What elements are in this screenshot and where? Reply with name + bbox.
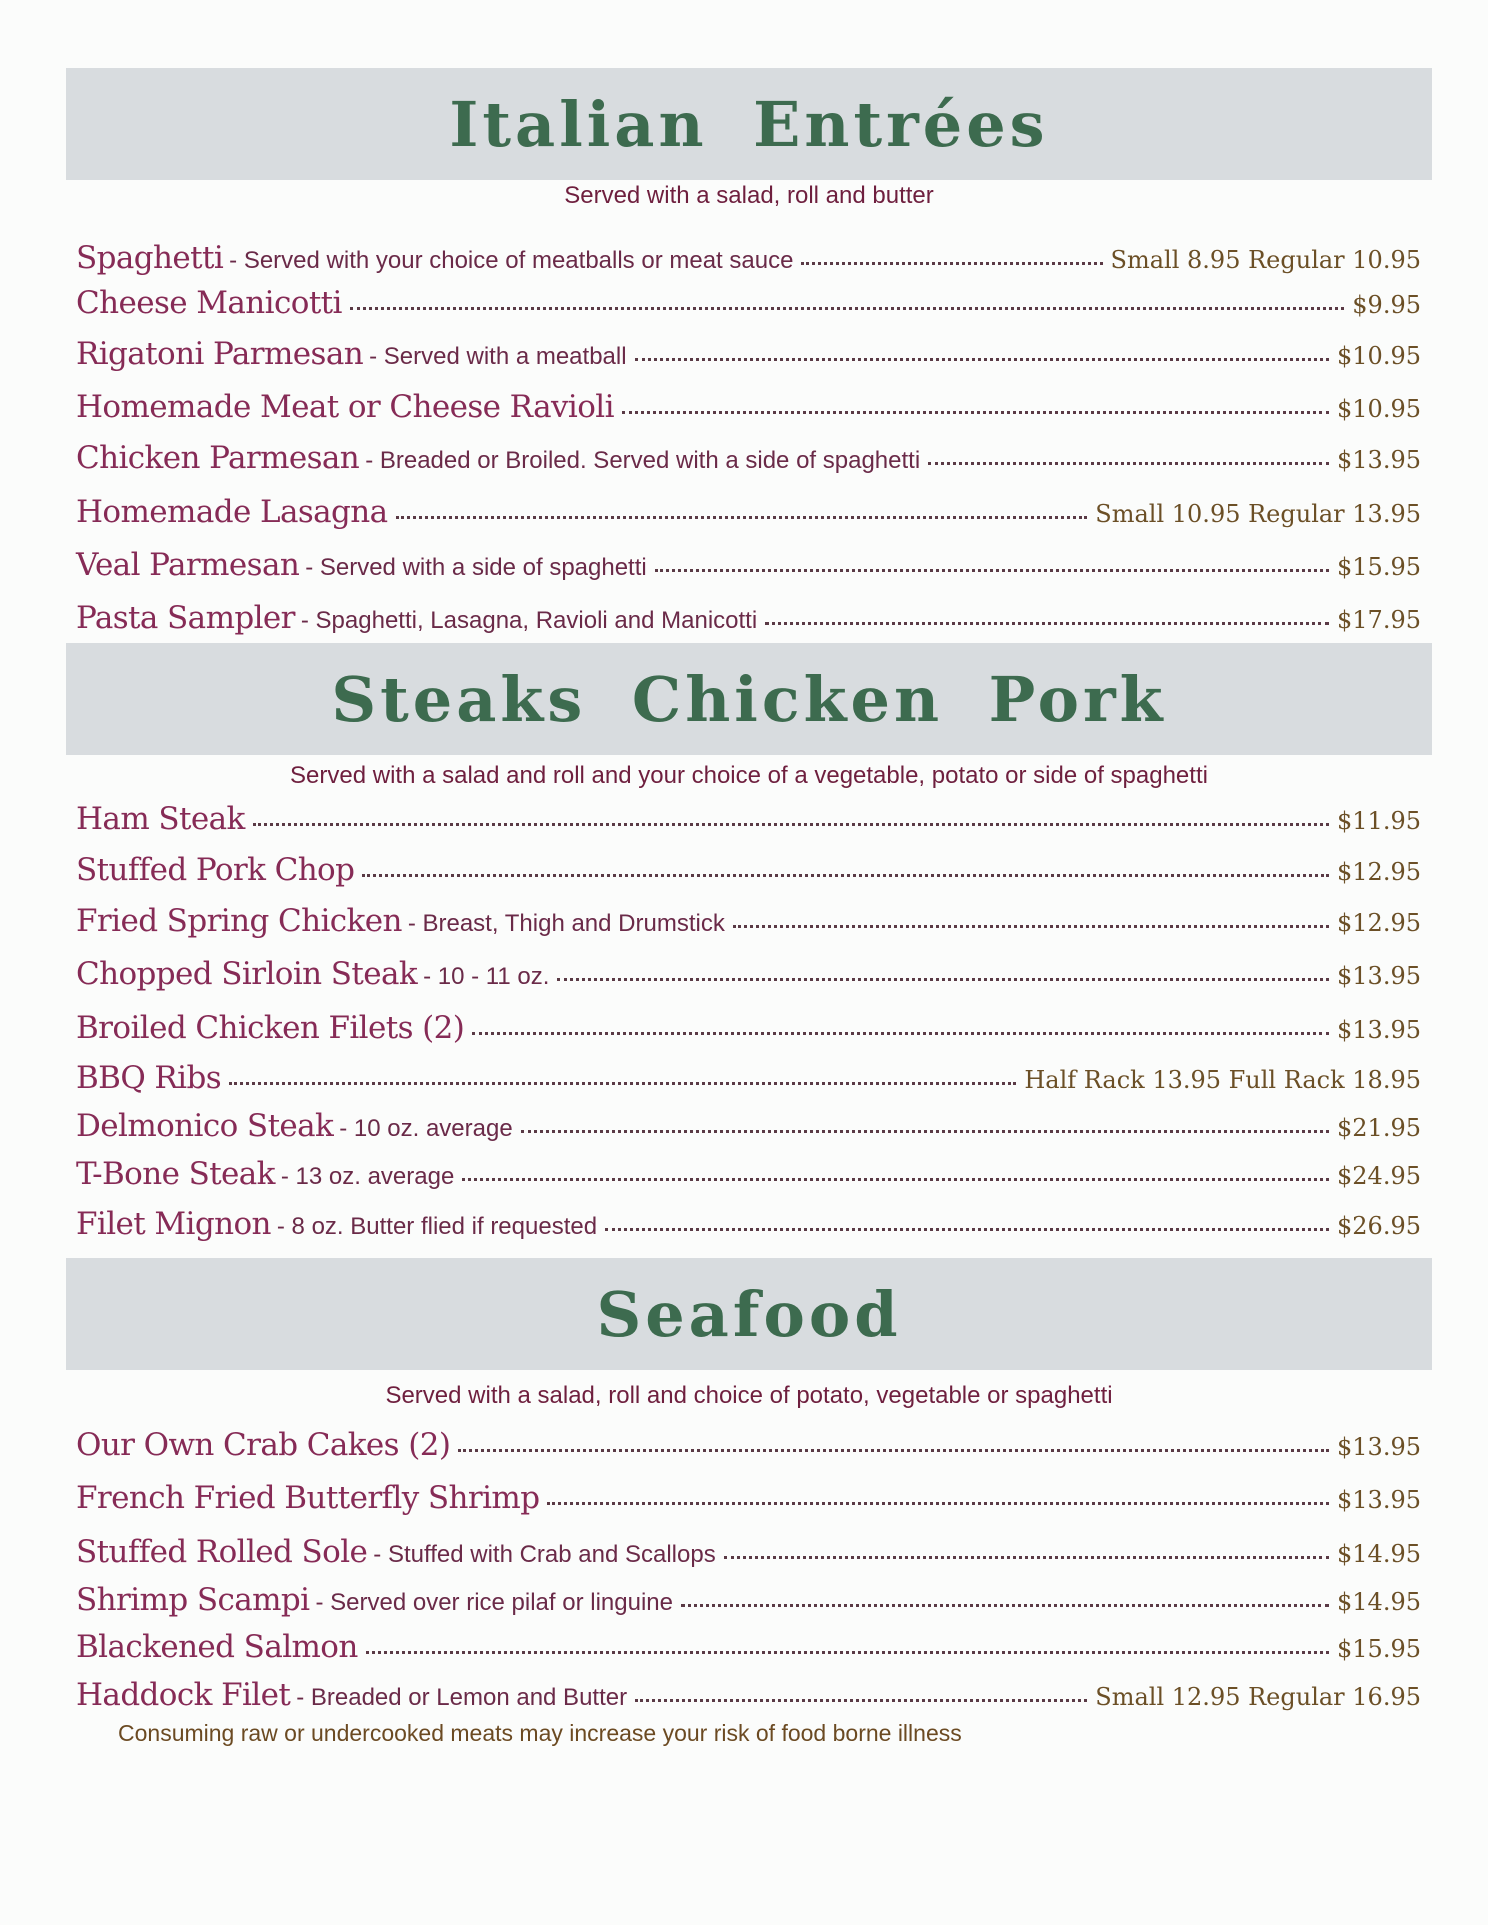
- item-description: - Spaghetti, Lasagna, Ravioli and Manicotti: [300, 607, 758, 634]
- item-name: Fried Spring Chicken: [76, 903, 402, 939]
- menu-item: [76, 1156, 1421, 1196]
- dot-leader: [547, 1502, 1329, 1505]
- menu-item: [76, 440, 1421, 480]
- item-description: - Served with a meatball: [369, 343, 627, 370]
- item-price: Small 10.95 Regular 13.95: [1095, 500, 1421, 528]
- item-price: $13.95: [1337, 962, 1421, 990]
- menu-item: [76, 1629, 1421, 1669]
- item-description: - 8 oz. Butter flied if requested: [276, 1213, 598, 1240]
- menu-item: [76, 1677, 1421, 1717]
- item-price: $15.95: [1337, 1635, 1421, 1663]
- item-name: Pasta Sampler: [76, 600, 295, 636]
- item-name: Cheese Manicotti: [76, 285, 342, 321]
- item-name: Veal Parmesan: [76, 547, 300, 583]
- menu-item: [76, 956, 1421, 996]
- item-price: $13.95: [1337, 1433, 1421, 1461]
- section-banner-seafood: [66, 1258, 1432, 1370]
- item-price: $24.95: [1337, 1162, 1421, 1190]
- menu-item: [76, 494, 1421, 534]
- item-price: $9.95: [1352, 291, 1421, 319]
- dot-leader: [681, 1604, 1329, 1607]
- menu-item: [76, 547, 1421, 587]
- item-name: Homemade Lasagna: [76, 494, 388, 530]
- item-name: Broiled Chicken Filets (2): [76, 1010, 465, 1046]
- menu-item: [76, 240, 1421, 280]
- menu-item: [76, 336, 1421, 376]
- dot-leader: [655, 569, 1329, 572]
- menu-item: [76, 285, 1421, 325]
- item-description: - Served with a side of spaghetti: [305, 554, 647, 581]
- item-name: Ham Steak: [76, 801, 245, 837]
- section-banner-italian: [66, 68, 1432, 180]
- section-title: Seafood: [596, 1277, 902, 1351]
- menu-item: [76, 903, 1421, 943]
- dot-leader: [635, 1699, 1087, 1702]
- menu-item: [76, 801, 1421, 841]
- item-description: - Served with your choice of meatballs or meat sauce: [229, 247, 794, 274]
- item-name: Delmonico Steak: [76, 1108, 334, 1144]
- item-price: $12.95: [1337, 858, 1421, 886]
- dot-leader: [733, 925, 1329, 928]
- dot-leader: [366, 1651, 1329, 1654]
- item-price: $12.95: [1337, 909, 1421, 937]
- dot-leader: [462, 1178, 1329, 1181]
- item-price: $14.95: [1337, 1588, 1421, 1616]
- section-title: Steaks Chicken Pork: [331, 662, 1167, 736]
- item-name: Homemade Meat or Cheese Ravioli: [76, 389, 614, 425]
- item-name: Our Own Crab Cakes (2): [76, 1427, 451, 1463]
- dot-leader: [635, 358, 1329, 361]
- menu-item: [76, 600, 1421, 640]
- menu-item: [76, 1206, 1421, 1246]
- item-name: Shrimp Scampi: [76, 1582, 310, 1618]
- dot-leader: [350, 307, 1344, 310]
- item-description: - Breaded or Lemon and Butter: [296, 1684, 628, 1711]
- dot-leader: [622, 411, 1329, 414]
- item-price: $10.95: [1337, 395, 1421, 423]
- menu-item: [76, 1480, 1421, 1520]
- item-price: $14.95: [1337, 1540, 1421, 1568]
- item-price: Small 8.95 Regular 10.95: [1110, 246, 1421, 274]
- item-description: - Breaded or Broiled. Served with a side of spaghetti: [365, 447, 921, 474]
- dot-leader: [362, 874, 1329, 877]
- dot-leader: [605, 1228, 1329, 1231]
- dot-leader: [253, 823, 1329, 826]
- menu-item: [76, 1060, 1421, 1100]
- menu-item: [76, 852, 1421, 892]
- dot-leader: [396, 516, 1088, 519]
- item-name: Rigatoni Parmesan: [76, 336, 364, 372]
- dot-leader: [928, 462, 1329, 465]
- section-banner-steaks: [66, 643, 1432, 755]
- item-name: Haddock Filet: [76, 1677, 291, 1713]
- item-price: $17.95: [1337, 606, 1421, 634]
- section-subtitle: Served with a salad and roll and your choice of a vegetable, potato or side of spaghetti: [290, 762, 1208, 789]
- item-price: $15.95: [1337, 553, 1421, 581]
- item-description: - 13 oz. average: [280, 1163, 455, 1190]
- menu-item: [76, 1534, 1421, 1574]
- item-price: $21.95: [1337, 1114, 1421, 1142]
- item-price: $26.95: [1337, 1212, 1421, 1240]
- item-price: Half Rack 13.95 Full Rack 18.95: [1024, 1066, 1421, 1094]
- item-name: T-Bone Steak: [76, 1156, 275, 1192]
- item-name: BBQ Ribs: [76, 1060, 222, 1096]
- section-subtitle: Served with a salad, roll and butter: [564, 182, 934, 209]
- menu-item: [76, 1010, 1421, 1050]
- item-description: - Breast, Thigh and Drumstick: [407, 910, 725, 937]
- item-price: $11.95: [1337, 807, 1421, 835]
- item-name: Chicken Parmesan: [76, 440, 360, 476]
- menu-item: [76, 1582, 1421, 1622]
- dot-leader: [557, 978, 1329, 981]
- dot-leader: [724, 1556, 1329, 1559]
- item-name: Stuffed Rolled Sole: [76, 1534, 368, 1570]
- item-price: $10.95: [1337, 342, 1421, 370]
- section-subtitle: Served with a salad, roll and choice of potato, vegetable or spaghetti: [385, 1382, 1113, 1409]
- menu-item: [76, 1108, 1421, 1148]
- item-name: Blackened Salmon: [76, 1629, 358, 1665]
- item-description: - Stuffed with Crab and Scallops: [373, 1541, 716, 1568]
- item-description: - 10 oz. average: [339, 1115, 513, 1142]
- dot-leader: [458, 1449, 1329, 1452]
- section-title: Italian Entrées: [449, 87, 1049, 161]
- item-name: Spaghetti: [76, 240, 224, 276]
- item-price: Small 12.95 Regular 16.95: [1095, 1683, 1421, 1711]
- item-name: French Fried Butterfly Shrimp: [76, 1480, 540, 1516]
- item-price: $13.95: [1337, 446, 1421, 474]
- item-name: Stuffed Pork Chop: [76, 852, 355, 888]
- item-name: Chopped Sirloin Steak: [76, 956, 418, 992]
- item-price: $13.95: [1337, 1486, 1421, 1514]
- dot-leader: [472, 1032, 1329, 1035]
- health-disclaimer: Consuming raw or undercooked meats may increase your risk of food borne illness: [118, 1720, 962, 1746]
- item-description: - 10 - 11 oz.: [423, 963, 550, 990]
- menu-item: [76, 1427, 1421, 1467]
- menu-item: [76, 389, 1421, 429]
- item-description: - Served over rice pilaf or linguine: [315, 1589, 673, 1616]
- dot-leader: [229, 1082, 1016, 1085]
- dot-leader: [521, 1130, 1329, 1133]
- item-name: Filet Mignon: [76, 1206, 271, 1242]
- dot-leader: [765, 622, 1329, 625]
- item-price: $13.95: [1337, 1016, 1421, 1044]
- dot-leader: [801, 262, 1102, 265]
